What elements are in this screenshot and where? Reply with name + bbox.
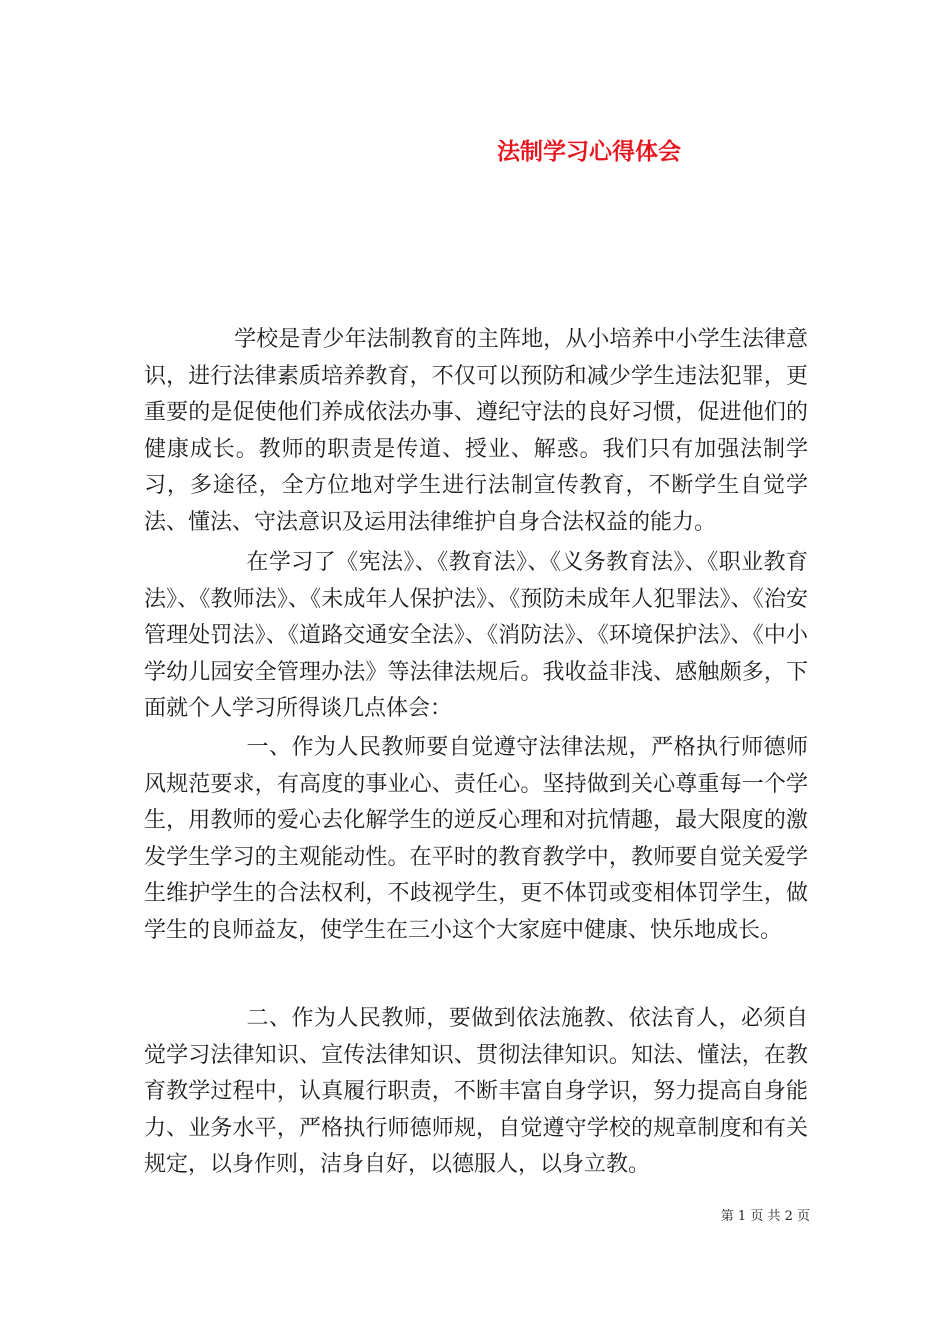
paragraph-4-text: 二、作为人民教师，要做到依法施教、依法育人，必须自觉学习法律知识、宣传法律知识、贯彻法律知识。知法、懂法，在教育教学过程中，认真履行职责，不断丰富自身学识，努力提高自身能力、业务水平，严格执行师德师规，自觉遵守学校的规章制度和有关规定，以身作则，洁身自好，以德服人，以身立教。 [144, 1006, 808, 1177]
paragraph-3 [144, 730, 808, 949]
paragraph-1-text: 学校是青少年法制教育的主阵地，从小培养中小学生法律意识，进行法律素质培养教育，不仅可以预防和减少学生违法犯罪，更重要的是促使他们养成依法办事、遵纪守法的良好习惯，促进他们的健康成长。教师的职责是传道、授业、解惑。我们只有加强法制学习，多途径，全方位地对学生进行法制宣传教育，不断学生自觉学法、懂法、守法意识及运用法律维护自身合法权益的能力。 [144, 327, 808, 535]
paragraph-2-text: 在学习了《宪法》、《教育法》、《义务教育法》、《职业教育法》、《教师法》、《未成年人保护法》、《预防未成年人犯罪法》、《治安管理处罚法》、《道路交通安全法》、《消防法》、《环境保护法》、《中小学幼儿园安全管理办法》等法律法规后。我收益非浅、感触颇多，下面就个人学习所得谈几点体会： [144, 550, 808, 721]
paragraph-3-text: 一、作为人民教师要自觉遵守法律法规，严格执行师德师风规范要求，有高度的事业心、责任心。坚持做到关心尊重每一个学生，用教师的爱心去化解学生的逆反心理和对抗情趣，最大限度的激发学生学习的主观能动性。在平时的教育教学中，教师要自觉关爱学生维护学生的合法权利，不歧视学生，更不体罚或变相体罚学生，做学生的良师益友，使学生在三小这个大家庭中健康、快乐地成长。 [144, 735, 808, 943]
document-title: 法制学习心得体会 [497, 138, 681, 165]
paragraph-1 [144, 322, 808, 541]
paragraph-2 [144, 545, 808, 728]
page-number-footer: 第 1 页 共 2 页 [720, 1209, 810, 1224]
paragraph-4 [144, 1001, 808, 1184]
